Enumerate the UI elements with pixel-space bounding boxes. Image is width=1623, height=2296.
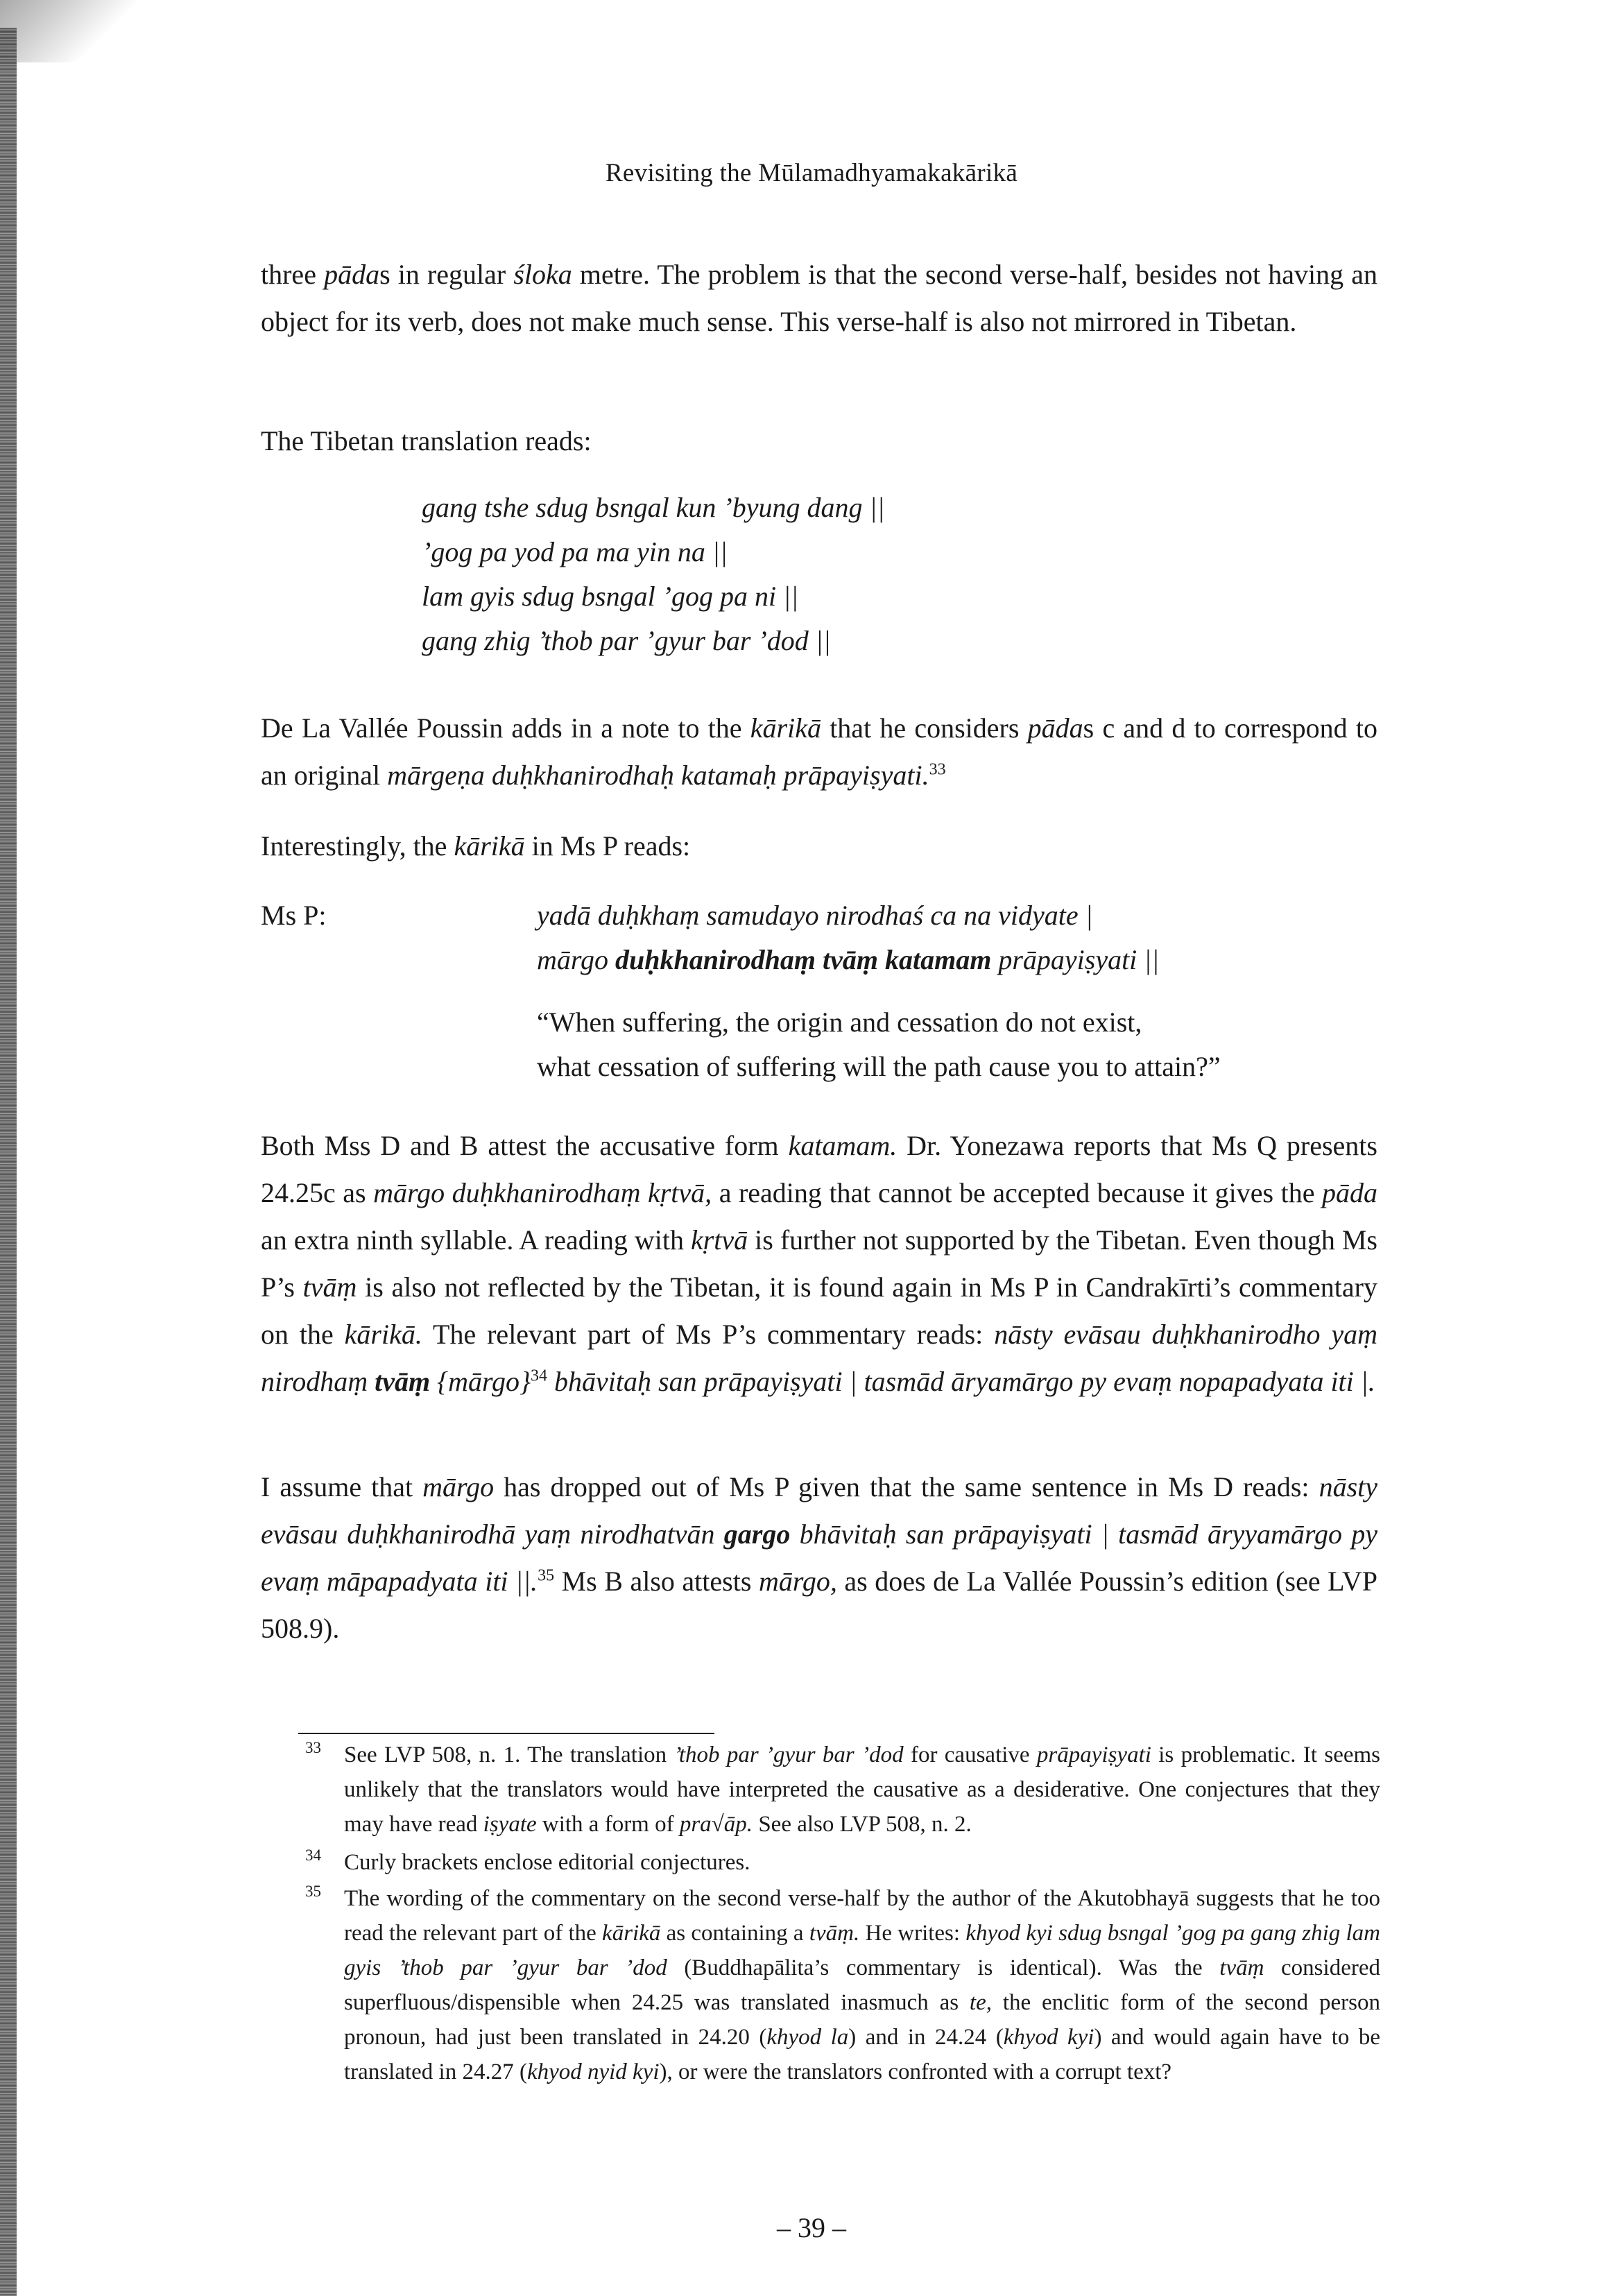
footnote-number: 34: [305, 1847, 321, 1864]
translation-line: “When suffering, the origin and cessation do not exist,: [537, 1006, 1142, 1038]
translation-line: what cessation of suffering will the path cause you to attain?”: [537, 1051, 1221, 1082]
paragraph-2: The Tibetan translation reads:: [261, 425, 592, 456]
footnote-rule: [298, 1733, 714, 1734]
tibetan-verse-line: ’gog pa yod pa ma yin na ||: [422, 536, 728, 567]
footnote-33: 33 See LVP 508, n. 1. The translation ’thob par ’gyur bar ’dod for causative prāpayiṣyati is problematic. It seems unlikely that the translators would have interpreted the causative as a desiderative. One conjectures that they may have read iṣyate with a form of pra√āp. See also LVP 508, n. 2.: [305, 1738, 1380, 1842]
scan-shadow-edge: [0, 28, 17, 2296]
scan-shadow-corner: [0, 0, 139, 62]
footnote-ref: 35: [538, 1566, 555, 1585]
footnote-ref: 34: [531, 1367, 548, 1385]
ms-p-line-2: mārgo duḥkhanirodhaṃ tvāṃ katamam prāpayiṣyati ||: [537, 944, 1160, 975]
ms-label: Ms P:: [261, 900, 327, 931]
ms-p-line-1: yadā duḥkhaṃ samudayo nirodhaś ca na vidyate |: [537, 900, 1093, 931]
paragraph-4: Interestingly, the kārikā in Ms P reads:: [261, 830, 691, 862]
running-head: Revisiting the Mūlamadhyamakakārikā: [605, 159, 1018, 187]
footnote-34: 34 Curly brackets enclose editorial conjectures.: [305, 1845, 1380, 1880]
tibetan-verse-line: gang zhig ’thob par ’gyur bar ’dod ||: [422, 625, 831, 656]
paragraph-5: Both Mss D and B attest the accusative form katamam. Dr. Yonezawa reports that Ms Q presents 24.25c as mārgo duḥkhanirodhaṃ kṛtvā, a reading that cannot be accepted because it gives the pāda an extra ninth syllable. A reading with kṛtvā is further not supported by the Tibetan. Even though Ms P’s tvāṃ is also not reflected by the Tibetan, it is found again in Ms P in Candrakīrti’s commentary on the kārikā. The relevant part of Ms P’s commentary reads: nāsty evāsau duḥkhanirodho yaṃ nirodhaṃ tvāṃ {mārgo}$^{34}$ bhāvitaḥ san prāpayiṣyati | tasmād āryamārgo py evaṃ nopapadyata iti |.: [261, 1130, 1377, 1397]
tibetan-verse-line: gang tshe sdug bsngal kun ’byung dang ||: [422, 492, 885, 523]
footnote-number: 33: [305, 1739, 321, 1756]
footnote-number: 35: [305, 1883, 321, 1900]
tibetan-verse-line: lam gyis sdug bsngal ’gog pa ni ||: [422, 581, 799, 612]
paragraph-3: De La Vallée Poussin adds in a note to the kārikā that he considers pādas c and d to correspond to an original mārgeṇa duḥkhanirodhaḥ katamaḥ prāpayiṣyati.$^{33}$: [261, 712, 1378, 791]
page-number: – 39 –: [777, 2212, 846, 2243]
footnote-ref: 33: [929, 760, 946, 779]
paragraph-6: I assume that mārgo has dropped out of Ms P given that the same sentence in Ms D reads: nāsty evāsau duḥkhanirodhā yaṃ nirodhatvān gargo bhāvitaḥ san prāpayiṣyati | tasmād āryyamārgo py evaṃ māpapadyata iti ||.$^{35}$ Ms B also attests mārgo, as does de La Vallée Poussin’s edition (see LVP 508.9).: [261, 1471, 1378, 1644]
paragraph-1: three pādas in regular śloka metre. The problem is that the second verse-half, besides not having an object for its verb, does not make much sense. This verse-half is also not mirrored in Tibetan.: [261, 259, 1377, 337]
footnote-35: 35 The wording of the commentary on the second verse-half by the author of the Akutobhayā suggests that he too read the relevant part of the kārikā as containing a tvāṃ. He writes: khyod kyi sdug bsngal ’gog pa gang zhig lam gyis ’thob par ’gyur bar ’dod (Buddhapālita’s commentary is identical). Was the tvāṃ considered superfluous/dispensible when 24.25 was translated inasmuch as te, the enclitic form of the second person pronoun, had just been translated in 24.20 (khyod la) and in 24.24 (khyod kyi) and would again have to be translated in 24.27 (khyod nyid kyi), or were the translators confronted with a corrupt text?: [305, 1881, 1380, 2089]
